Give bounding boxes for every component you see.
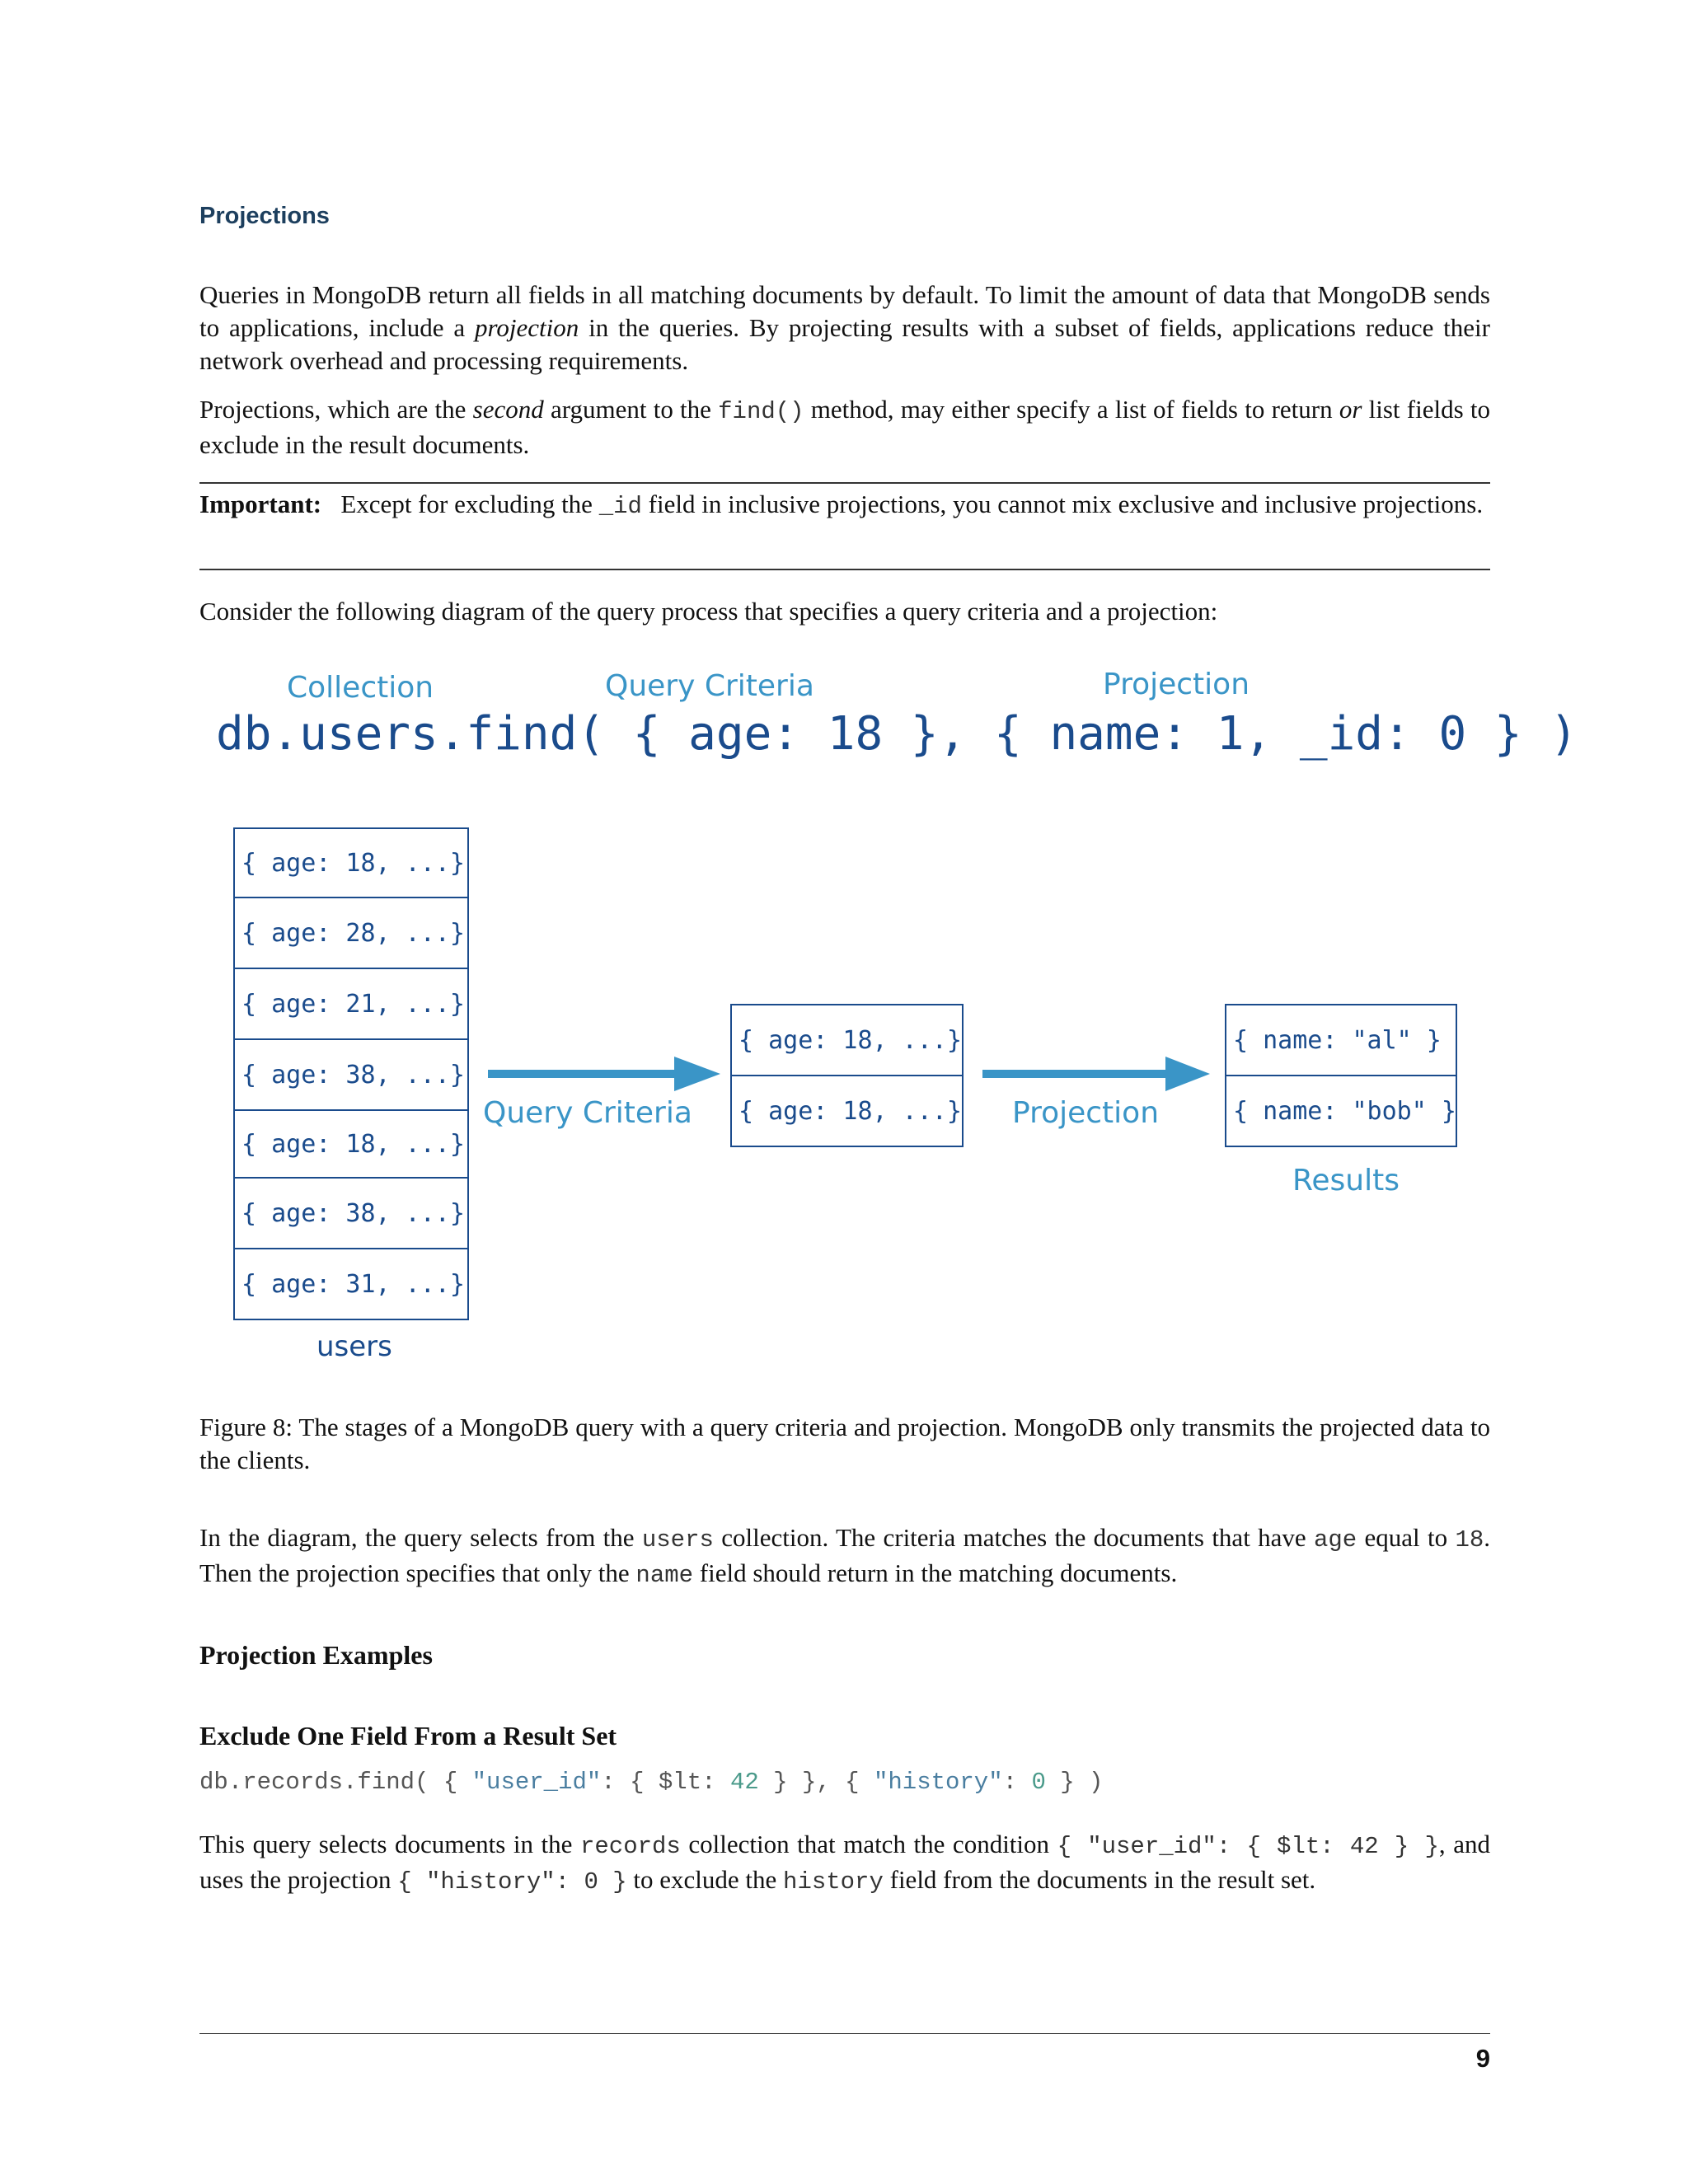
example-text-5: field from the documents in the result set.	[883, 1865, 1316, 1894]
collection-doc: { age: 28, ...}	[233, 897, 469, 969]
example-text-1: This query selects documents in the	[199, 1830, 580, 1858]
collection-doc: { age: 38, ...}	[233, 1038, 469, 1111]
collection-doc: { age: 21, ...}	[233, 968, 469, 1040]
example-text-3: , and uses the projection	[199, 1830, 1490, 1894]
age-code: age	[1313, 1526, 1357, 1554]
diagram-intro: Consider the following diagram of the query process that specifies a query criteria and a projection:	[199, 597, 1218, 626]
example-text-2: collection that match the condition	[680, 1830, 1057, 1858]
explanation-text-1: In the diagram, the query selects from the	[199, 1523, 642, 1552]
code-string: "history"	[873, 1769, 1003, 1796]
code-part: : { $lt:	[601, 1769, 730, 1796]
result-doc: { name: "bob" }	[1225, 1075, 1457, 1147]
eighteen-code: 18	[1455, 1526, 1484, 1554]
query-criteria-arrow-icon	[486, 1055, 722, 1093]
diagram-explanation	[199, 1521, 1490, 1592]
projection-emphasis-second: second	[472, 395, 544, 424]
projection-text-2: argument to the	[543, 395, 719, 424]
section-title: Projections	[199, 203, 330, 229]
query-criteria-stage-label: Query Criteria	[483, 1096, 692, 1130]
collection-doc: { age: 38, ...}	[233, 1177, 469, 1249]
projection-stage-label: Projection	[1012, 1096, 1160, 1130]
matched-doc: { age: 18, ...}	[730, 1004, 964, 1076]
projection-text-3: method, may either specify a list of fields to return	[804, 395, 1339, 424]
records-code: records	[579, 1833, 681, 1860]
intro-text-2: in the queries. By projecting results with a subset of fields, applications reduce their network overhead and processing requirements.	[199, 313, 1490, 375]
result-doc: { name: "al" }	[1225, 1004, 1457, 1076]
id-field-code: _id	[598, 493, 642, 520]
code-part: } )	[1045, 1769, 1104, 1796]
collection-doc: { age: 18, ...}	[233, 1109, 469, 1179]
important-text-2: field in inclusive projections, you cannot mix exclusive and inclusive projections.	[641, 490, 1484, 518]
collection-doc: { age: 31, ...}	[233, 1248, 469, 1320]
code-part: db.records.find( {	[199, 1769, 472, 1796]
code-part: :	[1002, 1769, 1032, 1796]
explanation-text-2: collection. The criteria matches the documents that have	[713, 1523, 1314, 1552]
query-code-line: db.users.find( { age: 18 }, { name: 1, _id: 0 } )	[216, 707, 1578, 761]
explanation-text-5: field should return in the matching documents.	[693, 1558, 1178, 1587]
code-number: 42	[729, 1769, 759, 1796]
query-criteria-label: Query Criteria	[605, 669, 814, 703]
figure-caption: Figure 8: The stages of a MongoDB query with a query criteria and projection. MongoDB only transmits the projected data to the clients.	[199, 1413, 1490, 1474]
code-number: 0	[1031, 1769, 1046, 1796]
projection-text-1: Projections, which are the	[199, 395, 473, 424]
collection-doc: { age: 18, ...}	[233, 827, 469, 898]
code-example	[199, 1769, 1103, 1796]
projection-code: { "history": 0 }	[397, 1868, 627, 1896]
name-code: name	[635, 1562, 694, 1589]
example-explanation	[199, 1828, 1490, 1899]
users-code: users	[641, 1526, 714, 1554]
projection-label: Projection	[1103, 668, 1250, 701]
example-text-4: to exclude the	[626, 1865, 784, 1894]
page-number: 9	[1475, 2044, 1490, 2073]
projection-text-4: list fields to exclude in the result documents.	[199, 395, 1490, 459]
code-string: "user_id"	[471, 1769, 602, 1796]
condition-code: { "user_id": { $lt: 42 } }	[1057, 1833, 1439, 1860]
explanation-text-3: equal to	[1357, 1523, 1456, 1552]
results-label: Results	[1292, 1164, 1400, 1197]
projection-examples-heading: Projection Examples	[199, 1640, 433, 1670]
projection-arrow-icon	[981, 1055, 1212, 1093]
projection-emphasis-or: or	[1339, 395, 1362, 424]
footer-rule	[199, 2033, 1490, 2034]
intro-text-1: Queries in MongoDB return all fields in all matching documents by default. To limit the amount of data that MongoDB sends to applications, include a	[199, 280, 1490, 342]
exclude-field-heading: Exclude One Field From a Result Set	[199, 1721, 617, 1750]
explanation-text-4: . Then the projection specifies that only the	[199, 1523, 1490, 1587]
matched-doc: { age: 18, ...}	[730, 1075, 964, 1147]
important-label: Important:	[199, 490, 322, 518]
collection-label: Collection	[287, 671, 434, 705]
code-part: } }, {	[758, 1769, 874, 1796]
users-collection-label: users	[316, 1330, 392, 1363]
history-code: history	[783, 1868, 884, 1896]
intro-emphasis: projection	[475, 313, 579, 342]
find-method-code: find()	[718, 398, 804, 425]
important-text-1: Except for excluding the	[340, 490, 599, 518]
